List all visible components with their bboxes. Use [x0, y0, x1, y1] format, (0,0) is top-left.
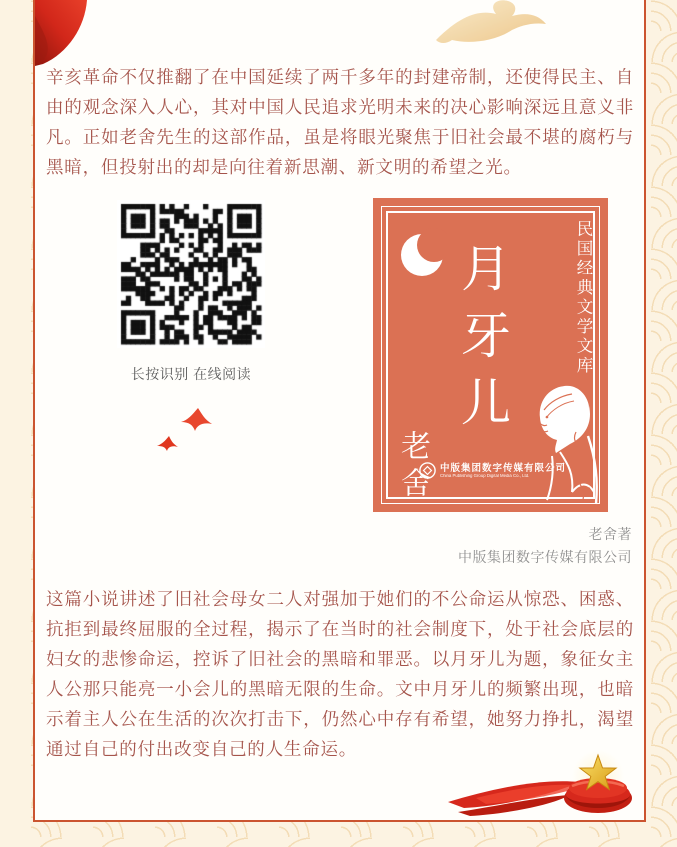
- cover-publisher-en: China Publishing Group Digital Media Co., Ltd.: [440, 474, 530, 479]
- caption-author-line: 老舍著: [588, 526, 632, 542]
- cover-title-char: 牙: [461, 308, 511, 364]
- cover-title: [457, 242, 515, 430]
- red-corner-ribbon-icon: [35, 0, 93, 67]
- cover-publisher-cn: 中版集团数字传媒有限公司: [440, 463, 567, 474]
- qr-code[interactable]: [117, 200, 265, 348]
- ribbon-star-icon: [446, 750, 650, 820]
- book-caption: [300, 523, 632, 569]
- caption-publisher-line: 中版集团数字传媒有限公司: [458, 549, 632, 565]
- woman-illustration: [530, 380, 604, 506]
- qr-code-label: 长按识别 在线阅读: [130, 366, 252, 382]
- publisher-logo-icon: [419, 462, 436, 479]
- cover-series-label: 民国经典文学文库: [574, 220, 593, 376]
- gold-dove-icon: [428, 0, 548, 46]
- cover-title-char: 儿: [461, 375, 511, 431]
- crescent-moon-icon: [399, 228, 447, 280]
- red-birds-icon: [152, 406, 218, 456]
- cover-title-char: 月: [461, 241, 511, 297]
- cover-author: 老舍: [396, 430, 429, 504]
- review-paragraph: 这篇小说讲述了旧社会母女二人对强加于她们的不公命运从惊恐、困惑、抗拒到最终屈服的全过程，揭示了在当时的社会制度下，处于社会底层的妇女的悲惨命运，控诉了旧社会的黑暗和罪恶。以月牙儿为题，象征女主人公那只能亮一小会儿的黑暗无限的生命。文中月牙儿的频繁出现，也暗示着主人公在生活的次次打击下，仍然心中存有希望，她努力挣扎，渴望通过自己的付出改变自己的人生命运。: [46, 589, 634, 759]
- book-cover[interactable]: [373, 198, 608, 512]
- intro-paragraph: 辛亥革命不仅推翻了在中国延续了两千多年的封建帝制，还使得民主、自由的观念深入人心，其对中国人民追求光明未来的决心影响深远且意义非凡。正如老舍先生的这部作品，虽是将眼光聚焦于旧社会最不堪的腐朽与黑暗，但投射出的却是向往着新思潮、新文明的希望之光。: [46, 67, 634, 177]
